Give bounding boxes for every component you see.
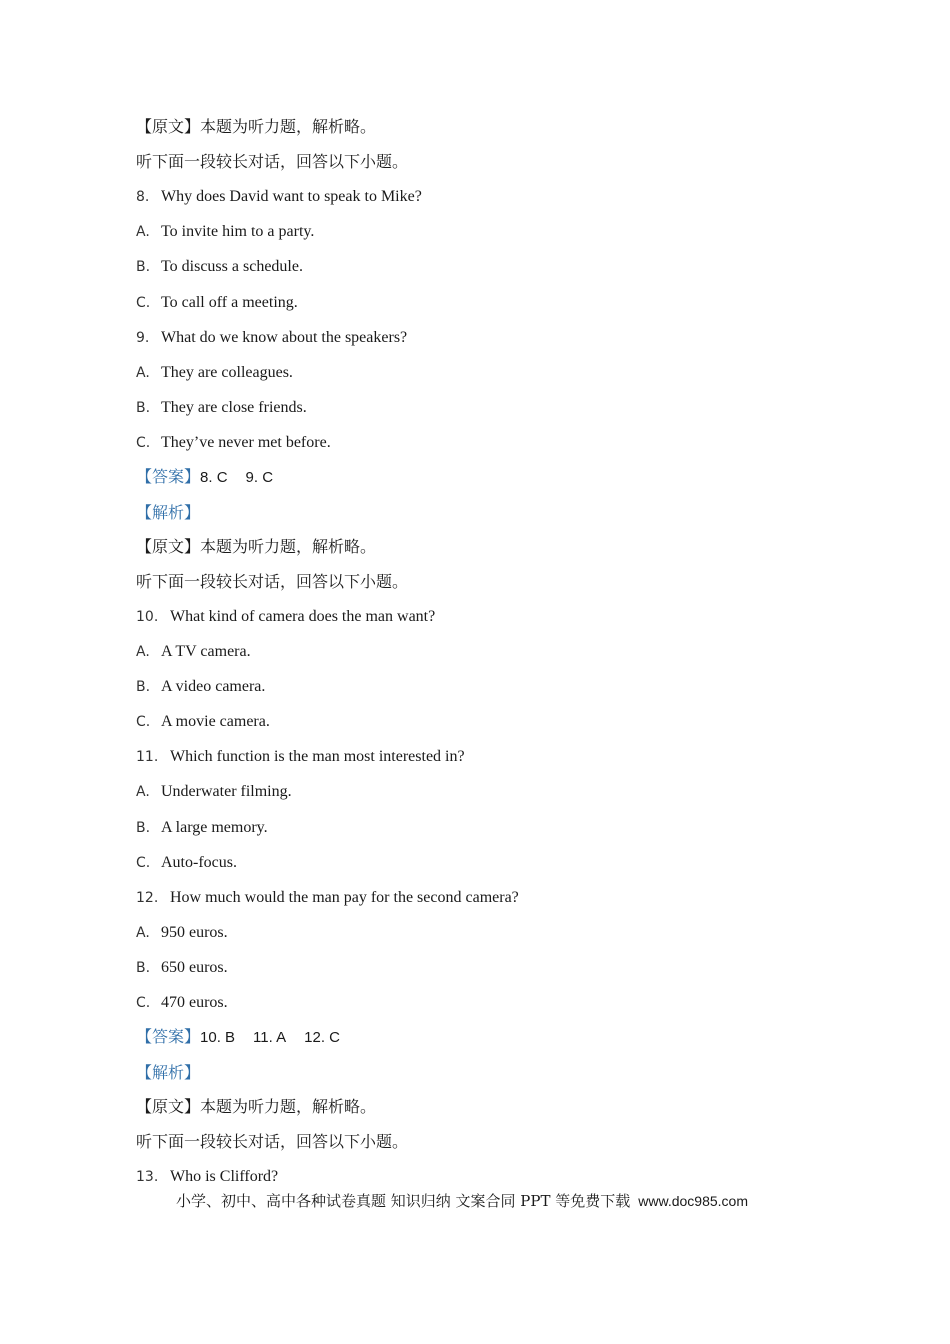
question-text: Which function is the man most interested in? (170, 748, 465, 765)
yuanwen-line: 【原文】本题为听力题，解析略。 (136, 119, 377, 136)
question-text: Who is Clifford? (170, 1168, 279, 1185)
answer-value: 10. B (200, 1029, 236, 1046)
question-text: How much would the man pay for the second camera? (170, 889, 519, 906)
option-10a (136, 640, 251, 664)
footer-text: 小学、初中、高中各种试卷真题 知识归纳 文案合同 PPT 等免费下载 (176, 1192, 631, 1210)
option-12c (136, 991, 228, 1015)
answer-line (136, 466, 273, 490)
question-text: What do we know about the speakers? (161, 329, 408, 346)
question-text: Why does David want to speak to Mike? (161, 188, 422, 205)
answer-label: 【答案】 (136, 469, 201, 486)
question-13 (136, 1165, 278, 1189)
option-letter: A. (136, 644, 150, 660)
question-number: 10. (136, 609, 159, 625)
answer-line (136, 1026, 340, 1050)
option-letter: A. (136, 365, 150, 381)
question-11 (136, 745, 465, 769)
option-letter: C. (136, 435, 151, 451)
answer-value: 8. C (200, 469, 228, 486)
option-text: Auto-focus. (161, 854, 237, 871)
question-number: 9. (136, 330, 150, 346)
answer-value: 9. C (245, 469, 274, 486)
yuanwen-line: 【原文】本题为听力题，解析略。 (136, 539, 377, 556)
option-text: A video camera. (161, 678, 266, 695)
question-number: 13. (136, 1169, 159, 1185)
option-9a (136, 361, 293, 385)
intro-line: 听下面一段较长对话，回答以下小题。 (136, 574, 409, 591)
question-9 (136, 326, 407, 350)
option-12a (136, 921, 228, 945)
yuanwen-line: 【原文】本题为听力题，解析略。 (136, 1099, 377, 1116)
option-text: 470 euros. (161, 994, 228, 1011)
option-letter: C. (136, 295, 151, 311)
option-letter: B. (136, 259, 151, 275)
option-text: To discuss a schedule. (161, 258, 303, 275)
option-10c (136, 710, 270, 734)
intro-line: 听下面一段较长对话，回答以下小题。 (136, 154, 409, 171)
question-8 (136, 185, 422, 209)
footer-url[interactable]: www.doc985.com (638, 1193, 748, 1209)
question-number: 8. (136, 189, 150, 205)
question-12 (136, 886, 519, 910)
option-letter: B. (136, 400, 151, 416)
option-9c (136, 431, 331, 455)
question-text: What kind of camera does the man want? (170, 608, 436, 625)
intro-line: 听下面一段较长对话，回答以下小题。 (136, 1134, 409, 1151)
option-10b (136, 675, 265, 699)
option-letter: A. (136, 224, 150, 240)
option-9b (136, 396, 307, 420)
option-11c (136, 851, 237, 875)
option-text: 650 euros. (161, 959, 228, 976)
option-11a (136, 780, 292, 804)
question-number: 12. (136, 890, 159, 906)
option-letter: A. (136, 925, 150, 941)
option-letter: C. (136, 995, 151, 1011)
question-10 (136, 605, 435, 629)
option-text: To invite him to a party. (161, 223, 315, 240)
option-text: A TV camera. (161, 643, 251, 660)
option-letter: A. (136, 784, 150, 800)
answer-value: 11. A (253, 1029, 287, 1046)
option-text: Underwater filming. (161, 783, 292, 800)
jiexi-label: 【解析】 (136, 505, 201, 522)
option-text: To call off a meeting. (161, 294, 298, 311)
option-text: They are colleagues. (161, 364, 293, 381)
page-footer (176, 1189, 748, 1213)
option-text: A movie camera. (161, 713, 270, 730)
option-8c (136, 291, 298, 315)
option-text: They’ve never met before. (161, 434, 331, 451)
option-letter: B. (136, 820, 151, 836)
jiexi-label: 【解析】 (136, 1065, 201, 1082)
option-text: 950 euros. (161, 924, 228, 941)
option-letter: B. (136, 679, 151, 695)
option-letter: C. (136, 855, 151, 871)
question-number: 11. (136, 749, 159, 765)
option-8b (136, 255, 303, 279)
option-11b (136, 816, 268, 840)
answer-value: 12. C (304, 1029, 340, 1046)
answer-label: 【答案】 (136, 1029, 201, 1046)
option-letter: B. (136, 960, 151, 976)
option-text: A large memory. (161, 819, 268, 836)
option-letter: C. (136, 714, 151, 730)
option-8a (136, 220, 314, 244)
option-12b (136, 956, 228, 980)
option-text: They are close friends. (161, 399, 307, 416)
